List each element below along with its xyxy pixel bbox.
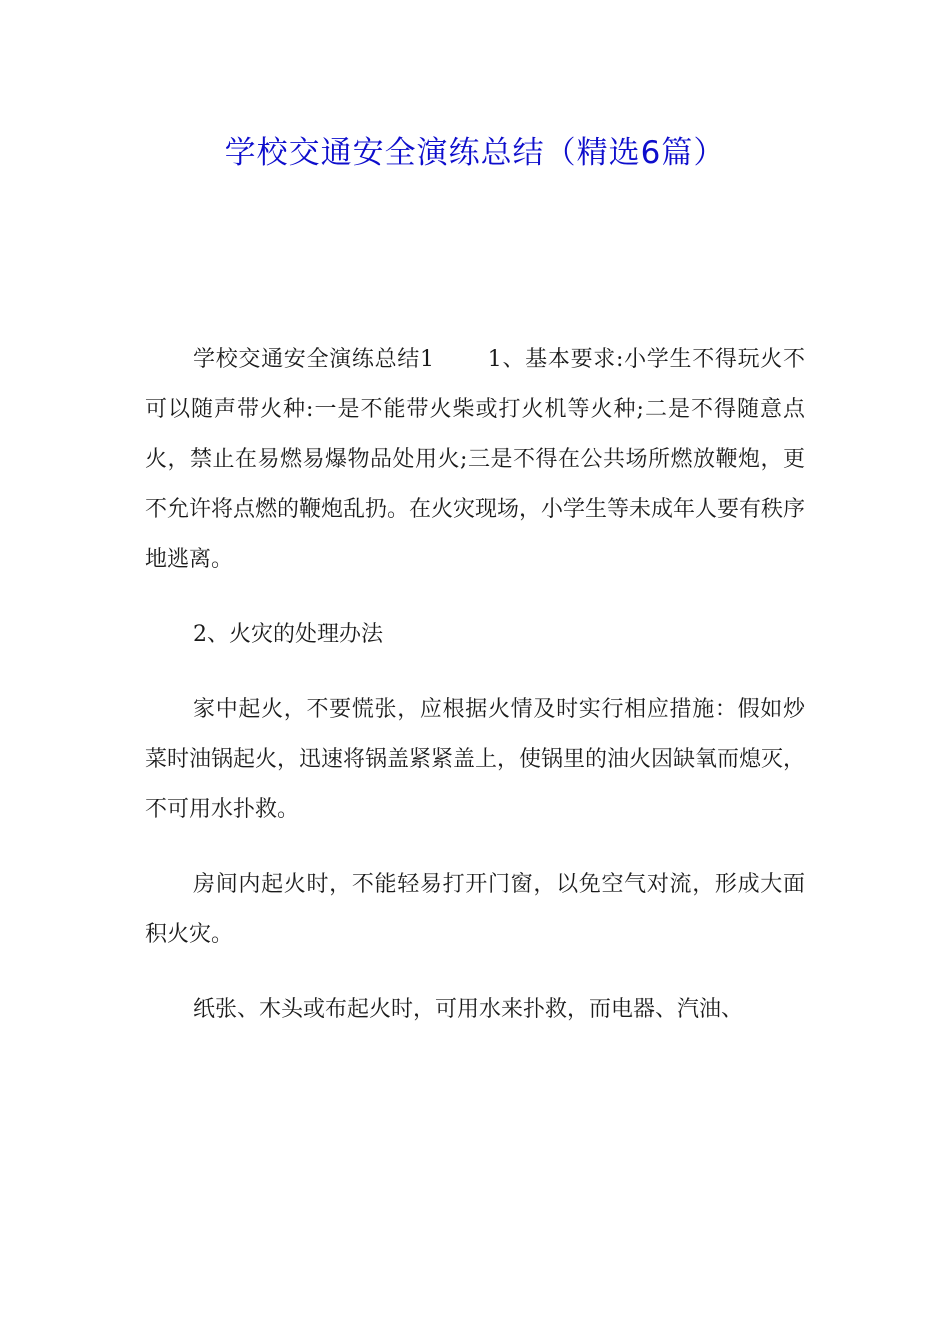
paragraph-home-fire: 家中起火，不要慌张，应根据火情及时实行相应措施：假如炒菜时油锅起火，迅速将锅盖紧紧盖上，使锅里的油火因缺氧而熄灭，不可用水扑救。 <box>145 697 806 822</box>
paragraph-room-fire: 房间内起火时，不能轻易打开门窗，以免空气对流，形成大面积火灾。 <box>145 872 805 947</box>
paragraph-fire-handling-heading: 2、火灾的处理办法 <box>193 622 383 647</box>
document-body <box>145 335 805 1035</box>
paragraph-basic-requirements: 学校交通安全演练总结1 1、基本要求:小学生不得玩火不可以随声带火种:一是不能带火柴或打火机等火种;二是不得随意点火，禁止在易燃易爆物品处用火;三是不得在公共场所燃放鞭炮，更不允许将点燃的鞭炮乱扔。在火灾现场，小学生等未成年人要有秩序地逃离。 <box>145 347 806 572</box>
paragraph-material-fire: 纸张、木头或布起火时，可用水来扑救，而电器、汽油、 <box>193 997 744 1022</box>
document-title: 学校交通安全演练总结（精选6篇） <box>224 135 726 171</box>
